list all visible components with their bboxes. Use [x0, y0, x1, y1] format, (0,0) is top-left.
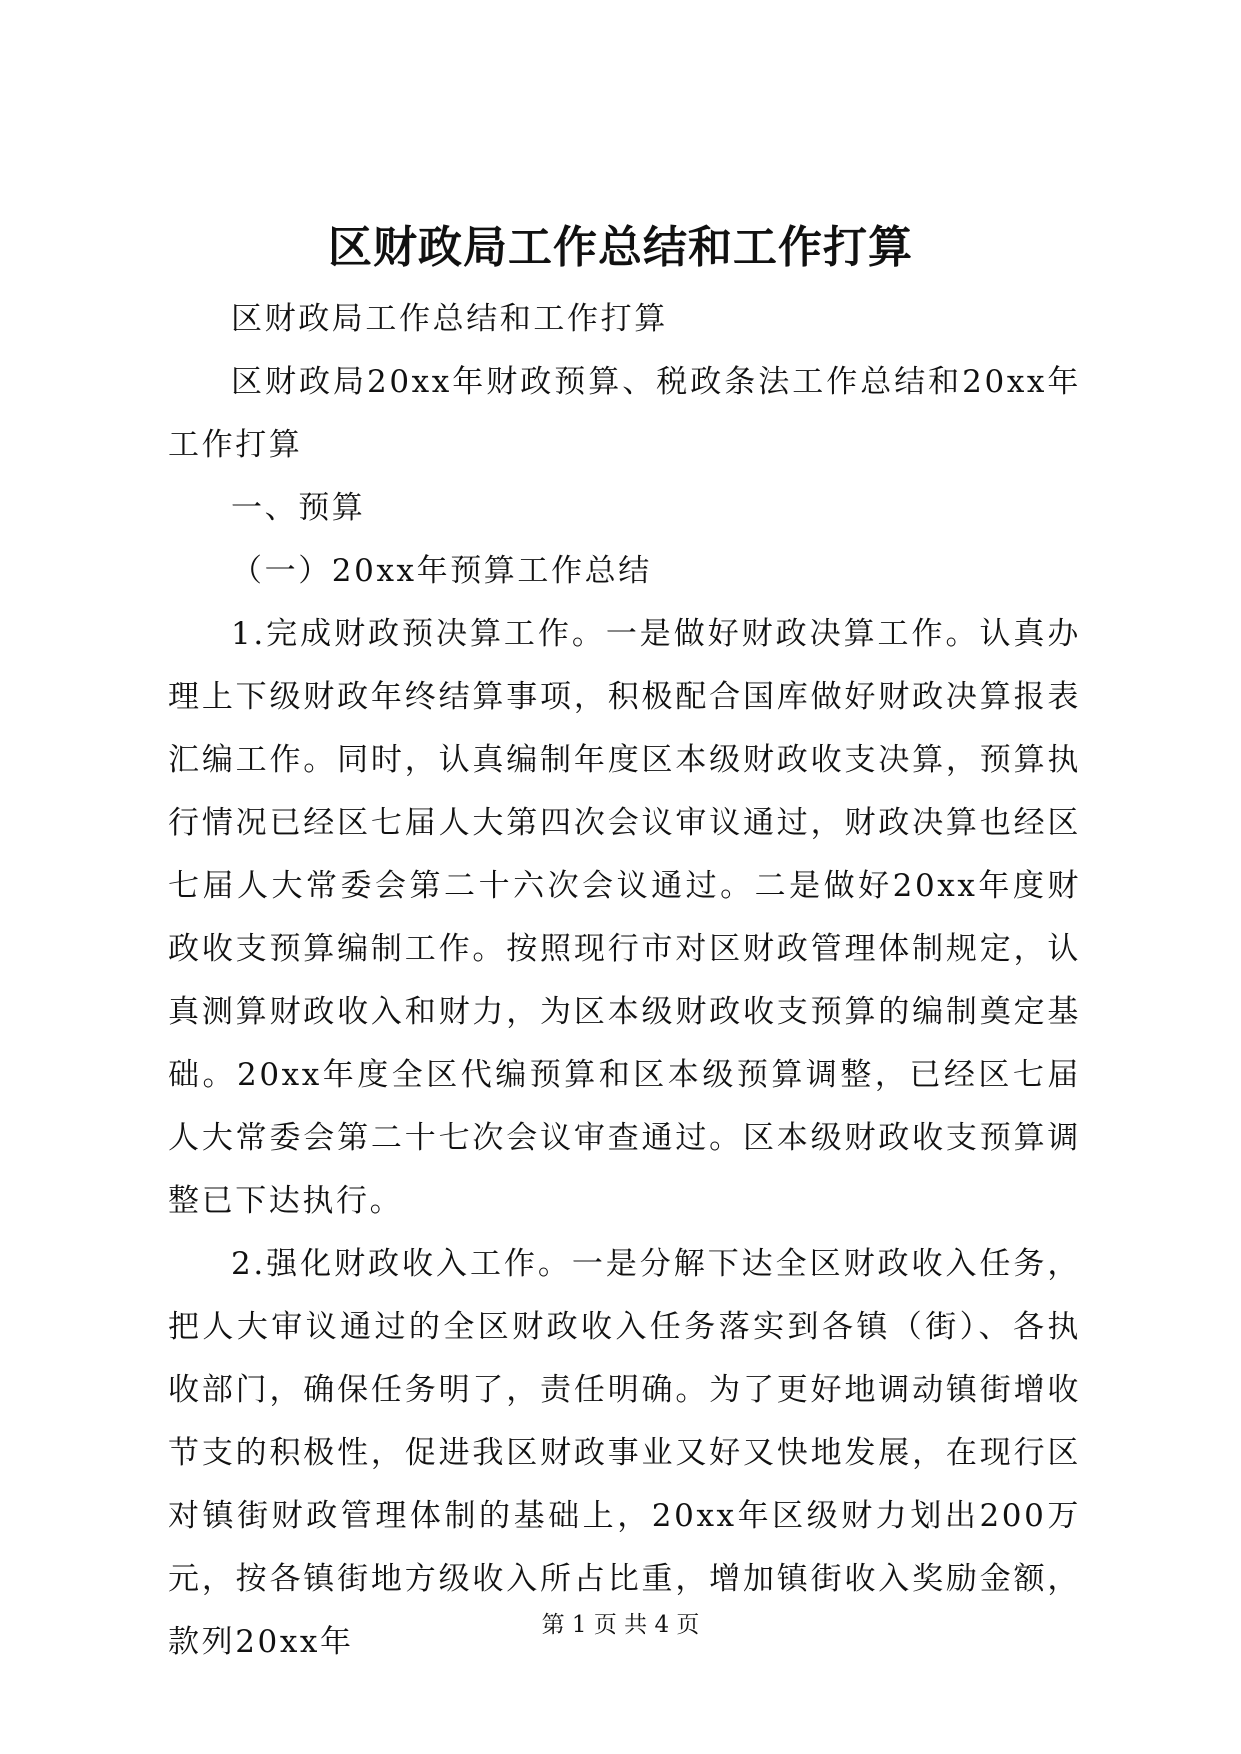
document-title: 区财政局工作总结和工作打算: [328, 222, 913, 273]
paragraph-subtitle: 区财政局工作总结和工作打算: [231, 301, 668, 337]
section-heading-budget: 一、预算: [231, 490, 366, 526]
paragraph-item-1: 1.完成财政预决算工作。一是做好财政决算工作。认真办理上下级财政年终结算事项，积极配合国库做好财政决算报表汇编工作。同时，认真编制年度区本级财政收支决算，预算执行情况已经区七届人大第四次会议审议通过，财政决算也经区七届人大常委会第二十六次会议通过。二是做好20xx年度财政收支预算编制工作。按照现行市对区财政管理体制规定，认真测算财政收入和财力，为区本级财政收支预算的编制奠定基础。20xx年度全区代编预算和区本级预算调整，已经区七届人大常委会第二十七次会议审查通过。区本级财政收支预算调整已下达执行。: [168, 616, 1081, 1219]
paragraph-item-2: 2.强化财政收入工作。一是分解下达全区财政收入任务，把人大审议通过的全区财政收入任务落实到各镇（街）、各执收部门，确保任务明了，责任明确。为了更好地调动镇街增收节支的积极性，促进我区财政事业又好又快地发展，在现行区对镇街财政管理体制的基础上，20xx年区级财力划出200万元，按各镇街地方级收入所占比重，增加镇街收入奖励金额，款列20xx年: [168, 1246, 1081, 1660]
subsection-heading-summary: （一）20xx年预算工作总结: [231, 553, 652, 589]
document-body: [168, 288, 1081, 1674]
paragraph-heading: 区财政局20xx年财政预算、税政条法工作总结和20xx年工作打算: [168, 364, 1081, 463]
page-footer: 第 1 页 共 4 页: [541, 1612, 700, 1638]
